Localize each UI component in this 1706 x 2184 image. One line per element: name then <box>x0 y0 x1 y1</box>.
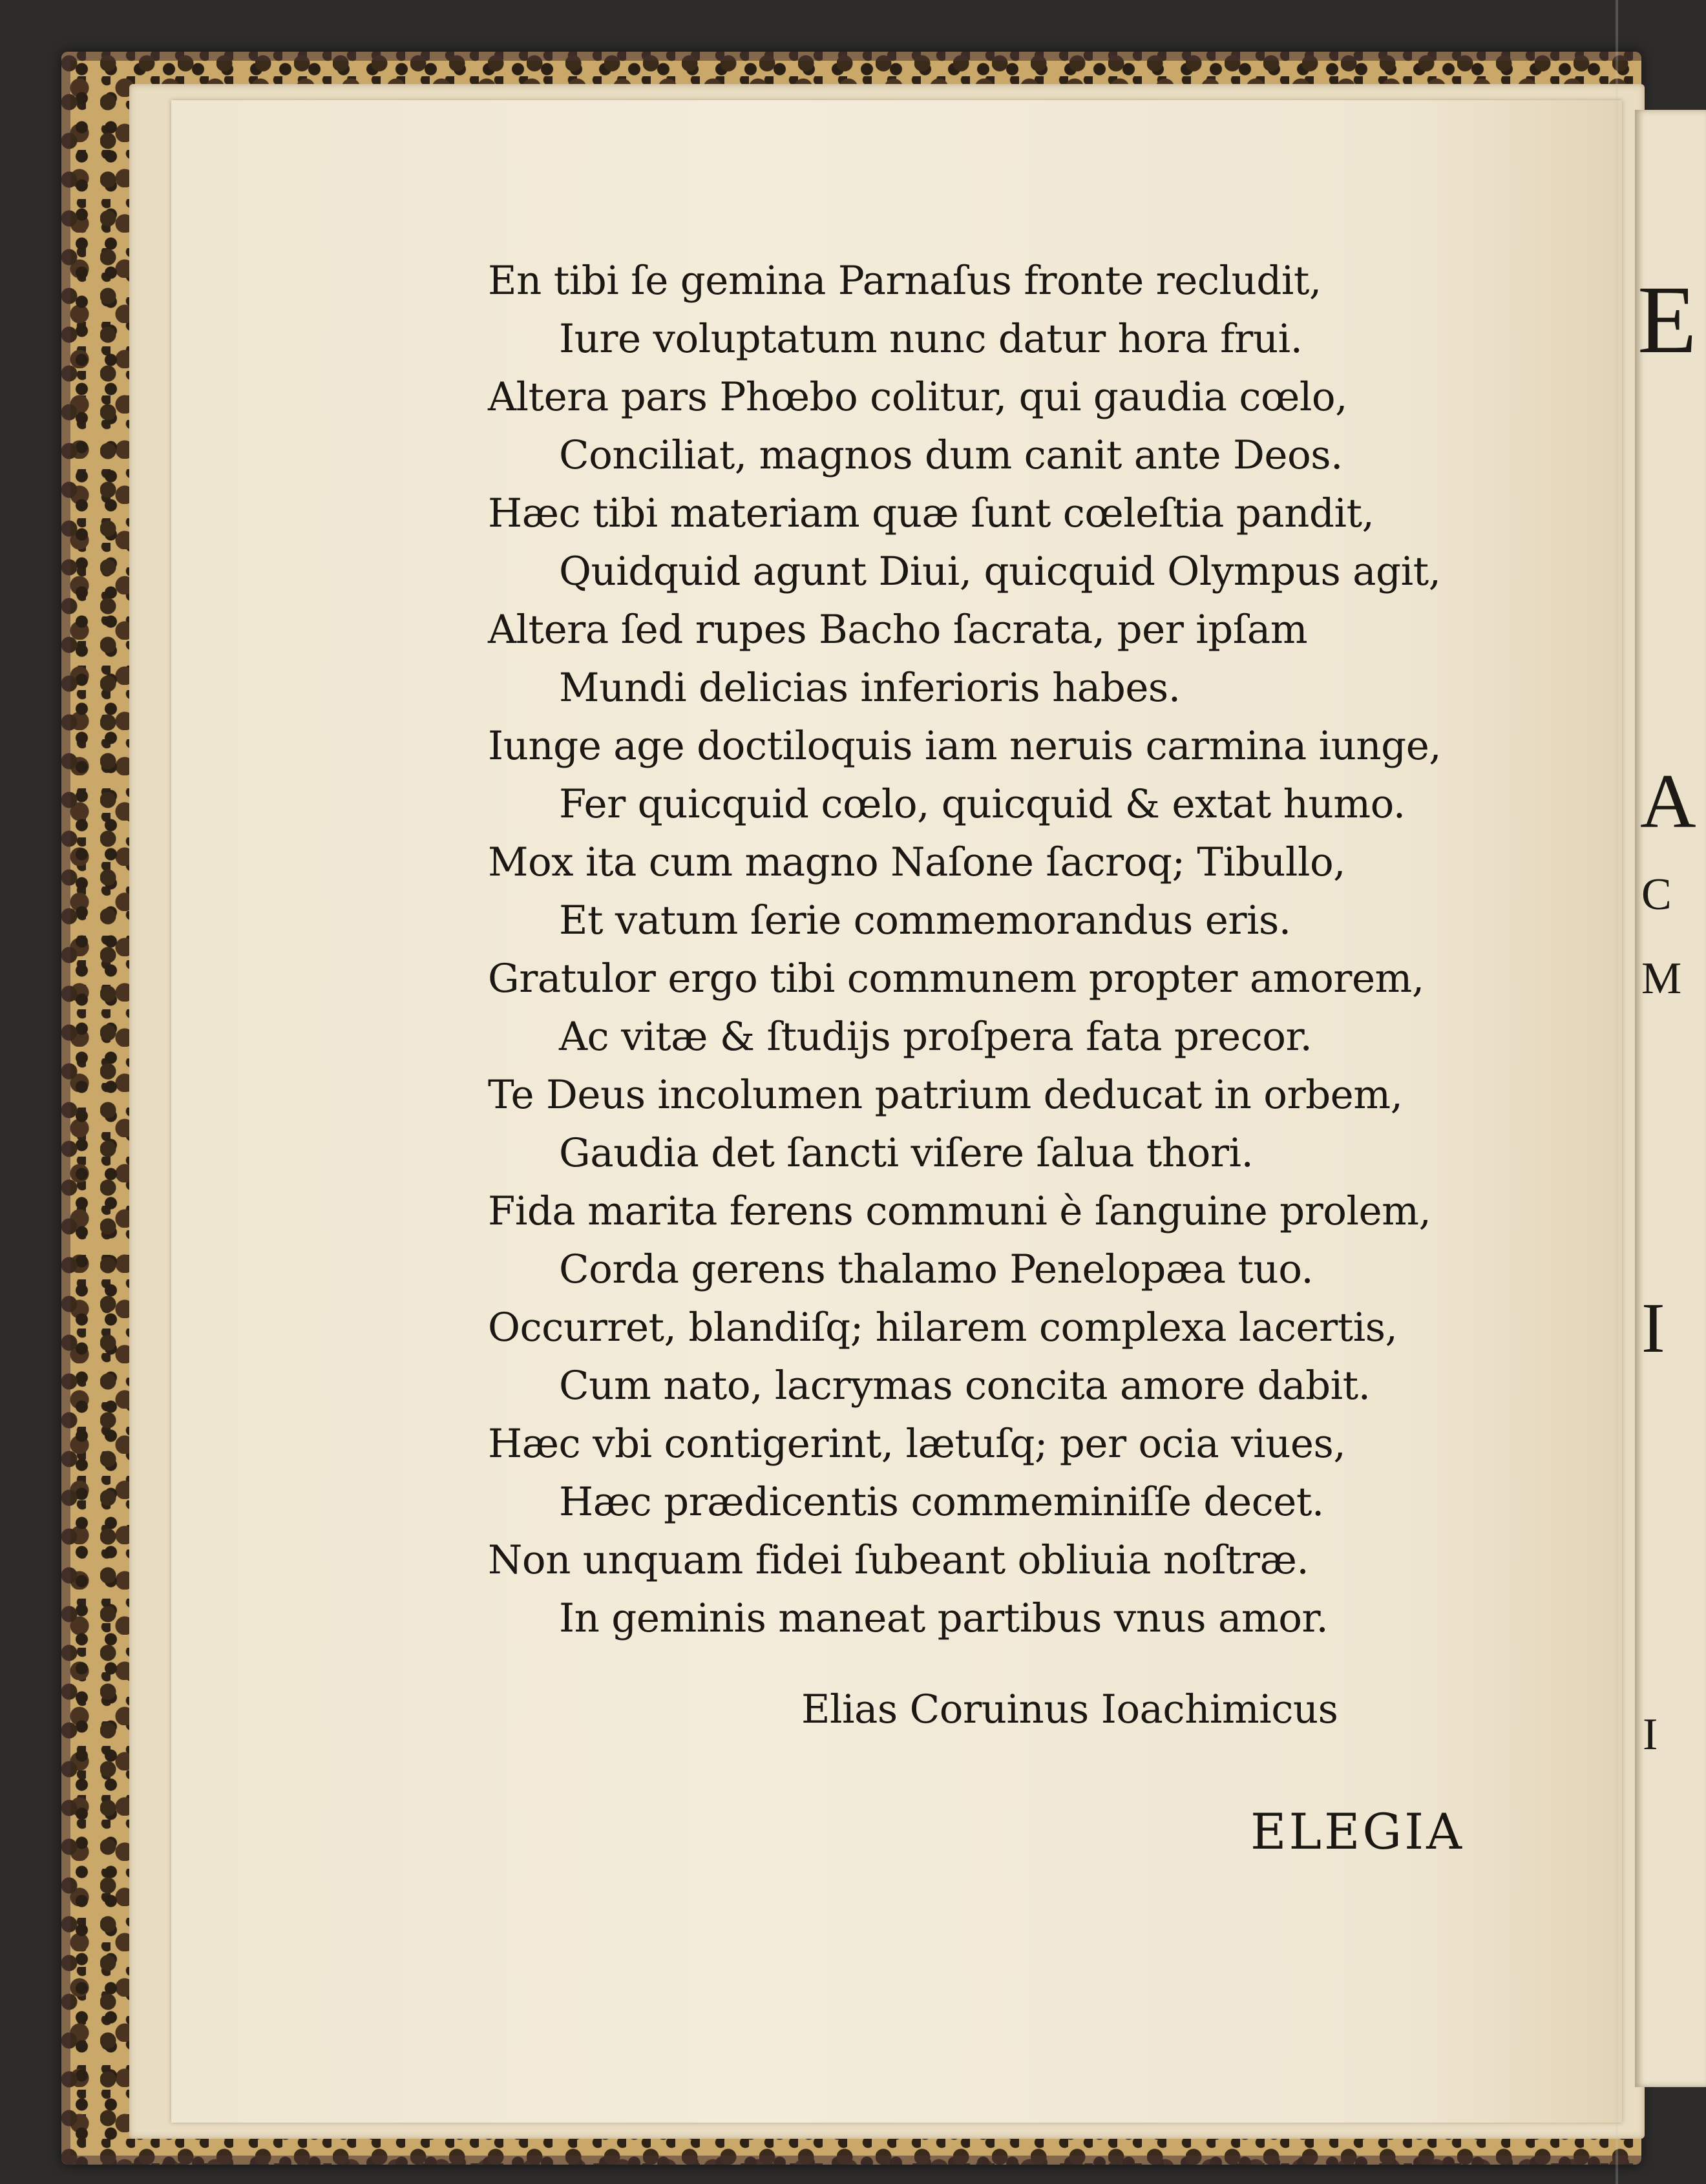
verse-line: Altera pars Phœbo colitur, qui gaudia cœlo, <box>488 374 1347 420</box>
right-page-edge <box>1635 110 1706 2087</box>
catchword: ELEGIA <box>1250 1803 1465 1860</box>
verse-line: Corda gerens thalamo Penelopæa tuo. <box>559 1246 1314 1292</box>
verse-line: Gaudia det ſancti viſere ſalua thori. <box>559 1130 1254 1176</box>
verse-line: Conciliat, magnos dum canit ante Deos. <box>559 432 1343 478</box>
verse-line: Non unquam fidei ſubeant obliuia noſtræ. <box>488 1537 1309 1583</box>
verse-line: Fida marita ferens communi è ſanguine prolem, <box>488 1188 1431 1234</box>
verse-line: Altera ſed rupes Bacho ſacrata, per ipſam <box>488 607 1308 653</box>
verse-line: En tibi ſe gemina Parnaſus fronte recludit, <box>488 258 1322 304</box>
facing-page-fragment: I <box>1643 1710 1658 1759</box>
verse-line: In geminis maneat partibus vnus amor. <box>559 1595 1329 1641</box>
verse-line: Hæc vbi contigerint, lætuſq; per ocia viues, <box>488 1421 1346 1467</box>
facing-page-fragment: A <box>1640 758 1696 844</box>
glass-edge <box>1616 0 1618 2184</box>
facing-page-fragment: M <box>1641 954 1682 1003</box>
elegy-poem <box>488 252 1496 1648</box>
verse-line: Cum nato, lacrymas concita amore dabit. <box>559 1363 1371 1409</box>
verse-line: Iunge age doctiloquis iam neruis carmina iunge, <box>488 723 1442 769</box>
verse-line: Gratulor ergo tibi communem propter amorem, <box>488 956 1424 1002</box>
verse-line: Fer quicquid cœlo, quicquid & extat humo. <box>559 781 1406 827</box>
verse-line: Iure voluptatum nunc datur hora frui. <box>559 316 1303 362</box>
verse-line: Quidquid agunt Diui, quicquid Olympus agit, <box>559 549 1441 594</box>
verse-line: Mundi delicias inferioris habes. <box>559 665 1181 711</box>
author-signature: Elias Coruinus Ioachimicus <box>801 1686 1338 1732</box>
facing-page-fragment: E <box>1638 266 1697 373</box>
verse-line: Hæc prædicentis commeminiſſe decet. <box>559 1479 1324 1525</box>
verse-line: Ac vitæ & ſtudijs proſpera fata precor. <box>559 1014 1312 1060</box>
facing-page-fragment: C <box>1641 870 1672 919</box>
verse-line: Mox ita cum magno Naſone ſacroq; Tibullo, <box>488 839 1346 885</box>
verse-line: Hæc tibi materiam quæ ſunt cœleſtia pandit, <box>488 490 1374 536</box>
verse-line: Et vatum ſerie commemorandus eris. <box>559 898 1291 943</box>
facing-page-fragment: I <box>1641 1288 1665 1367</box>
verse-line: Te Deus incolumen patrium deducat in orbem, <box>488 1072 1403 1118</box>
verse-line: Occurret, blandiſq; hilarem complexa lacertis, <box>488 1305 1398 1350</box>
